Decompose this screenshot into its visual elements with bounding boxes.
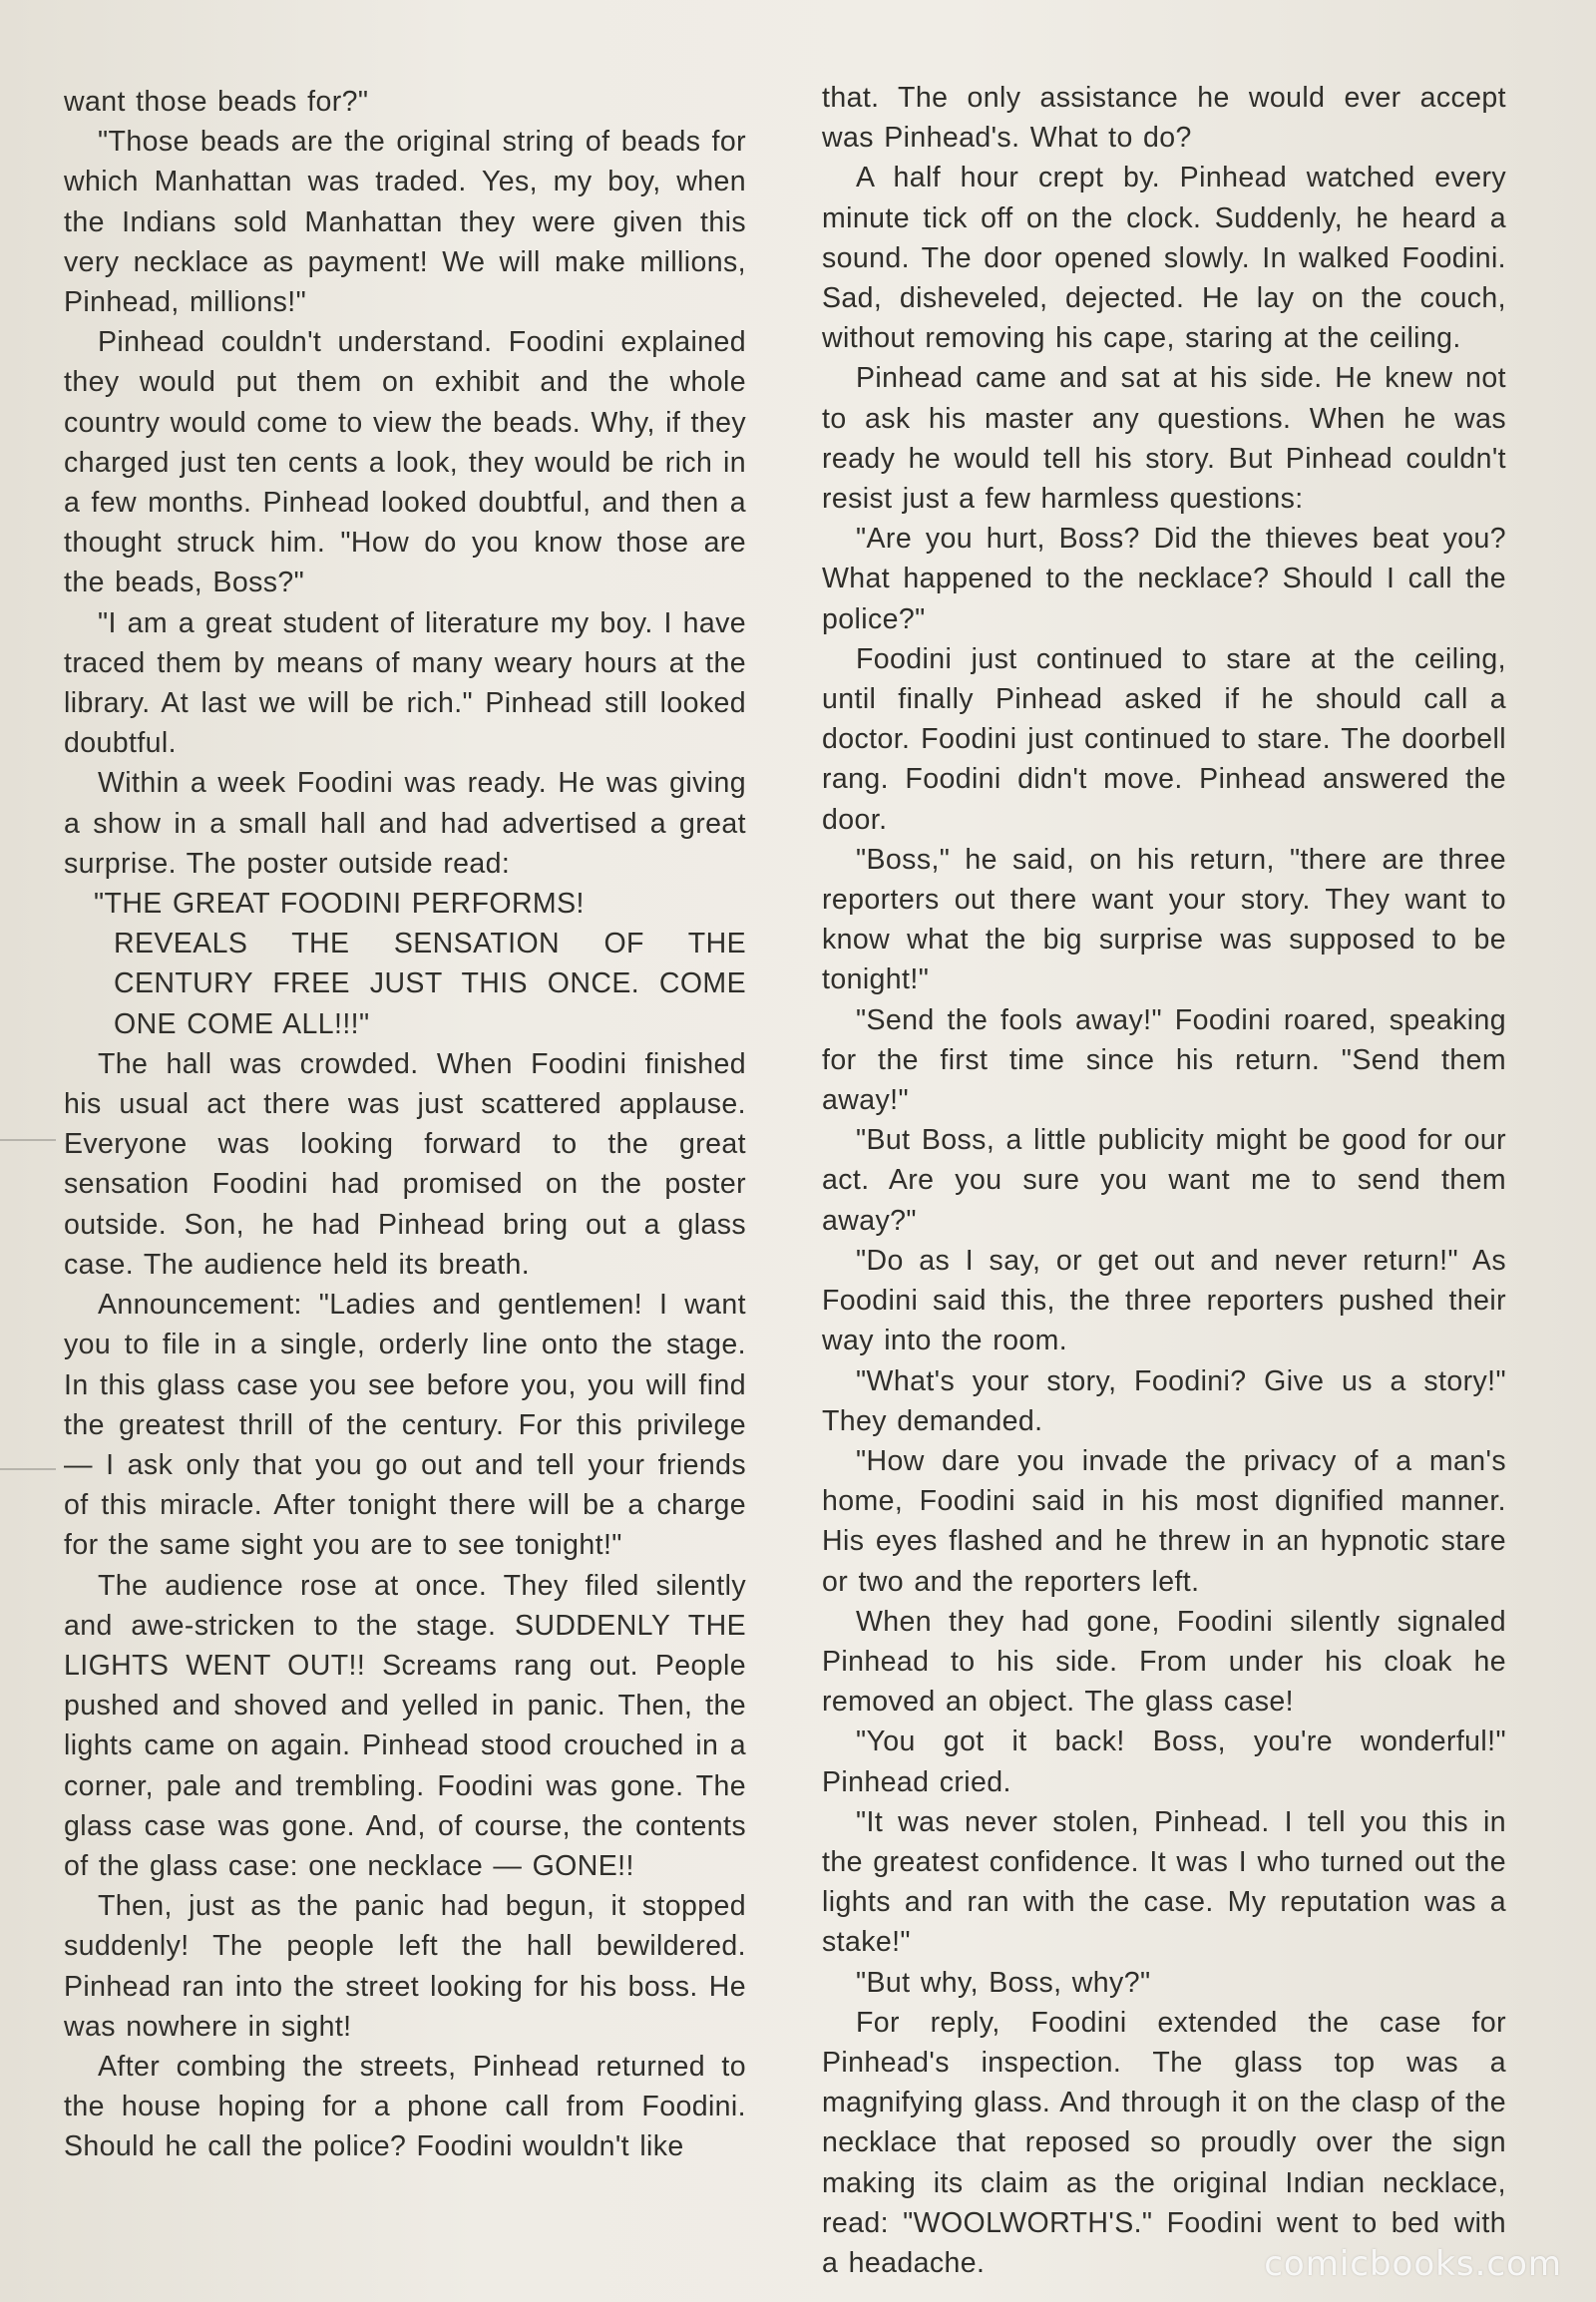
paragraph: that. The only assistance he would ever accept was Pinhead's. What to do?: [822, 82, 1506, 155]
paragraph: After combing the streets, Pinhead returned to the house hoping for a phone call from Foodini. Should he call the police? Foodini wouldn't like: [64, 2050, 746, 2163]
paragraph: "Do as I say, or get out and never return!" As Foodini said this, the three reporters pushed their way into the room.: [822, 1244, 1506, 1357]
paragraph: When they had gone, Foodini silently signaled Pinhead to his side. From under his cloak he removed an object. The glass case!: [822, 1605, 1506, 1719]
page-edge-mark: [0, 1139, 56, 1141]
paragraph: "What's your story, Foodini? Give us a story!" They demanded.: [822, 1364, 1506, 1437]
paragraph: For reply, Foodini extended the case for Pinhead's inspection. The glass top was a magnifying glass. And through it on the clasp of the necklace that reposed so proudly over the sign making its claim as the original Indian necklace, read: "WOOLWORTH'S." Foodini went to bed with a headache.: [822, 2006, 1506, 2279]
paragraph: "But Boss, a little publicity might be good for our act. Are you sure you want me to send them away?": [822, 1124, 1506, 1237]
paragraph: "Those beads are the original string of beads for which Manhattan was traded. Yes, my boy, when the Indians sold Manhattan they were given this very necklace as payment! We will make millions, Pinhead, millions!": [64, 126, 746, 319]
paragraph: The audience rose at once. They filed silently and awe-stricken to the stage. SUDDENLY THE LIGHTS WENT OUT!! Screams rang out. People pushed and shoved and yelled in panic. Then, the lights came on again. Pinhead stood crouched in a corner, pale and trembling. Foodini was gone. The glass case was gone. And, of course, the contents of the glass case: one necklace — GONE!!: [64, 1569, 746, 1882]
paragraph: "But why, Boss, why?": [856, 1966, 1151, 1999]
paragraph: "Are you hurt, Boss? Did the thieves beat you? What happened to the necklace? Should I call the police?": [822, 523, 1506, 635]
paragraph: want those beads for?": [64, 86, 369, 118]
poster-text: [64, 884, 746, 1044]
poster-headline: "THE GREAT FOODINI PERFORMS!: [94, 888, 585, 921]
paragraph: "It was never stolen, Pinhead. I tell you this in the greatest confidence. It was I who turned out the lights and ran with the case. My reputation was a stake!": [822, 1805, 1506, 1959]
page-edge-mark: [0, 1468, 56, 1470]
paragraph: Foodini just continued to stare at the ceiling, until finally Pinhead asked if he should call a doctor. Foodini just continued to stare. The doorbell rang. Foodini didn't move. Pinhead answered the door.: [822, 642, 1506, 836]
right-column: [822, 78, 1506, 2283]
paragraph: "I am a great student of literature my boy. I have traced them by means of many weary hours at the library. At last we will be rich." Pinhead still looked doubtful.: [64, 606, 746, 760]
paragraph: The hall was crowded. When Foodini finished his usual act there was just scattered applause. Everyone was looking forward to the great sensation Foodini had promised on the poster outside. Son, he had Pinhead bring out a glass case. The audience held its breath.: [64, 1047, 746, 1281]
paragraph: Within a week Foodini was ready. He was giving a show in a small hall and had advertised a great surprise. The poster outside read:: [64, 767, 746, 880]
paragraph: Pinhead came and sat at his side. He knew not to ask his master any questions. When he was ready he would tell his story. But Pinhead couldn't resist just a few harmless questions:: [822, 362, 1506, 516]
paragraph: A half hour crept by. Pinhead watched every minute tick off on the clock. Suddenly, he heard a sound. The door opened slowly. In walked Foodini. Sad, disheveled, dejected. He lay on the couch, without removing his cape, staring at the ceiling.: [822, 162, 1506, 355]
paragraph: Pinhead couldn't understand. Foodini explained they would put them on exhibit and the whole country would come to view the beads. Why, if they charged just ten cents a look, they would be rich in a few months. Pinhead looked doubtful, and then a thought struck him. "How do you know those are the beads, Boss?": [64, 326, 746, 599]
paragraph: "Send the fools away!" Foodini roared, speaking for the first time since his return. "Send them away!": [822, 1003, 1506, 1117]
paragraph: "Boss," he said, on his return, "there are three reporters out there want your story. They want to know what the big surprise was supposed to be tonight!": [822, 843, 1506, 996]
paragraph: "How dare you invade the privacy of a man's home, Foodini said in his most dignified manner. His eyes flashed and he threw in an hypnotic stare or two and the reporters left.: [822, 1444, 1506, 1598]
site-watermark: comicbooks.com: [1264, 2244, 1562, 2284]
left-column: [64, 82, 746, 2167]
paragraph: "You got it back! Boss, you're wonderful!" Pinhead cried.: [822, 1726, 1506, 1798]
poster-body: REVEALS THE SENSATION OF THE CENTURY FREE JUST THIS ONCE. COME ONE COME ALL!!!": [114, 928, 746, 1040]
paragraph: Announcement: "Ladies and gentlemen! I want you to file in a single, orderly line onto the stage. In this glass case you see before you, you will find the greatest thrill of the century. For this privilege — I ask only that you go out and tell your friends of this miracle. After tonight there will be a charge for the same sight you are to see tonight!": [64, 1289, 746, 1562]
paragraph: Then, just as the panic had begun, it stopped suddenly! The people left the hall bewildered. Pinhead ran into the street looking for his boss. He was nowhere in sight!: [64, 1890, 746, 2043]
